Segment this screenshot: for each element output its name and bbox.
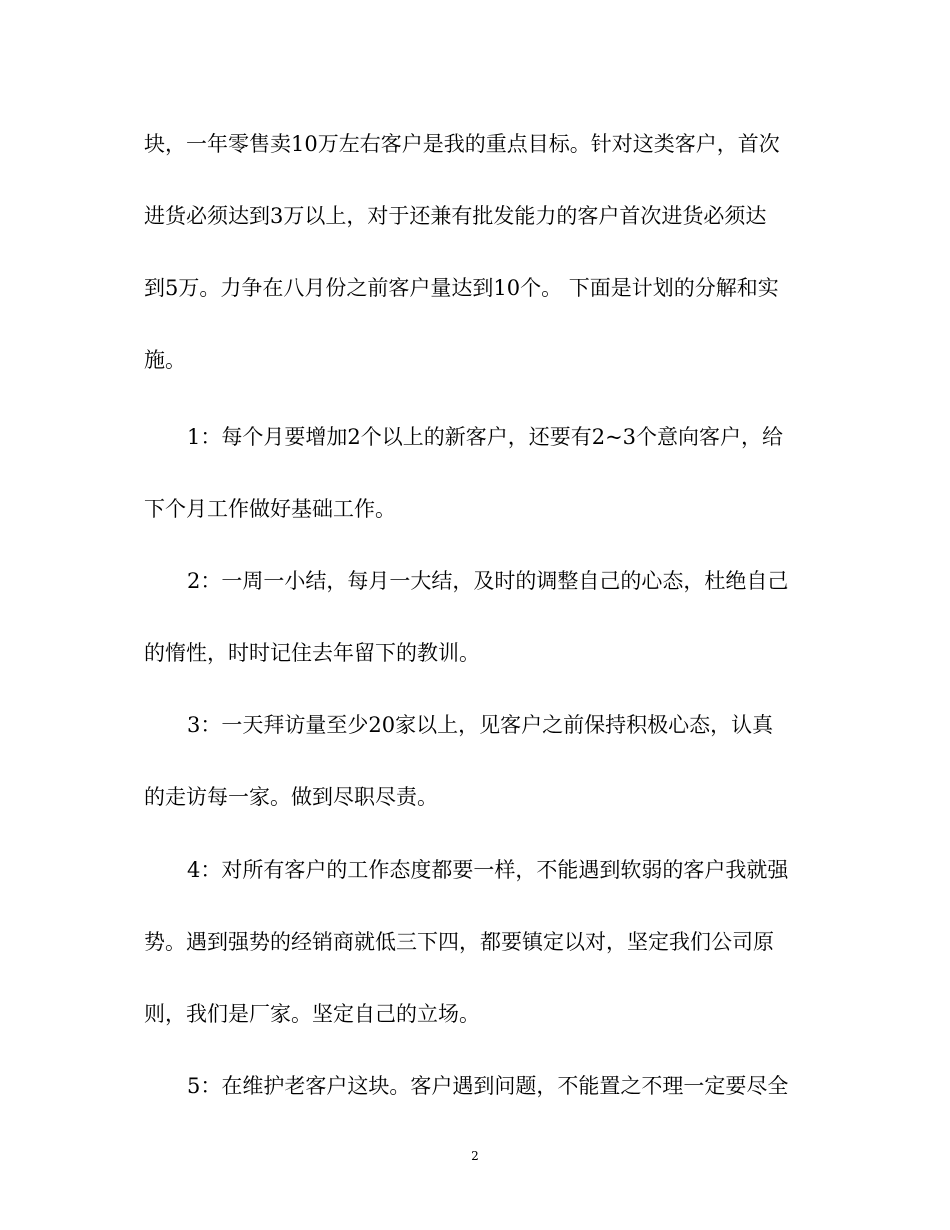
list-item-1-line: 1：每个月要增加2个以上的新客户，还要有2~3个意向客户，给 — [187, 425, 784, 449]
list-item-3-line: 3：一天拜访量至少20家以上，见客户之前保持积极心态，认真 — [187, 713, 774, 737]
body-text-line: 进货必须达到3万以上，对于还兼有批发能力的客户首次进货必须达 — [144, 204, 767, 228]
body-text-line: 下个月工作做好基础工作。 — [144, 497, 396, 521]
body-text-line: 的走访每一家。做到尽职尽责。 — [144, 785, 438, 809]
body-text-line: 到5万。力争在八月份之前客户量达到10个。 下面是计划的分解和实 — [144, 276, 779, 300]
list-item-5-line: 5：在维护老客户这块。客户遇到问题，不能置之不理一定要尽全 — [187, 1074, 789, 1098]
list-item-2-line: 2：一周一小结，每月一大结，及时的调整自己的心态，杜绝自己 — [187, 569, 789, 593]
list-item-4-line: 4：对所有客户的工作态度都要一样，不能遇到软弱的客户我就强 — [187, 858, 789, 882]
body-text-line: 势。遇到强势的经销商就低三下四，都要镇定以对，坚定我们公司原 — [144, 930, 774, 954]
page-number: 2 — [471, 1149, 479, 1163]
body-text-line: 则，我们是厂家。坚定自己的立场。 — [144, 1002, 480, 1026]
body-text-line: 的惰性，时时记住去年留下的教训。 — [144, 641, 480, 665]
body-text-line: 施。 — [144, 348, 186, 372]
body-text-line: 块，一年零售卖10万左右客户是我的重点目标。针对这类客户，首次 — [144, 132, 780, 156]
